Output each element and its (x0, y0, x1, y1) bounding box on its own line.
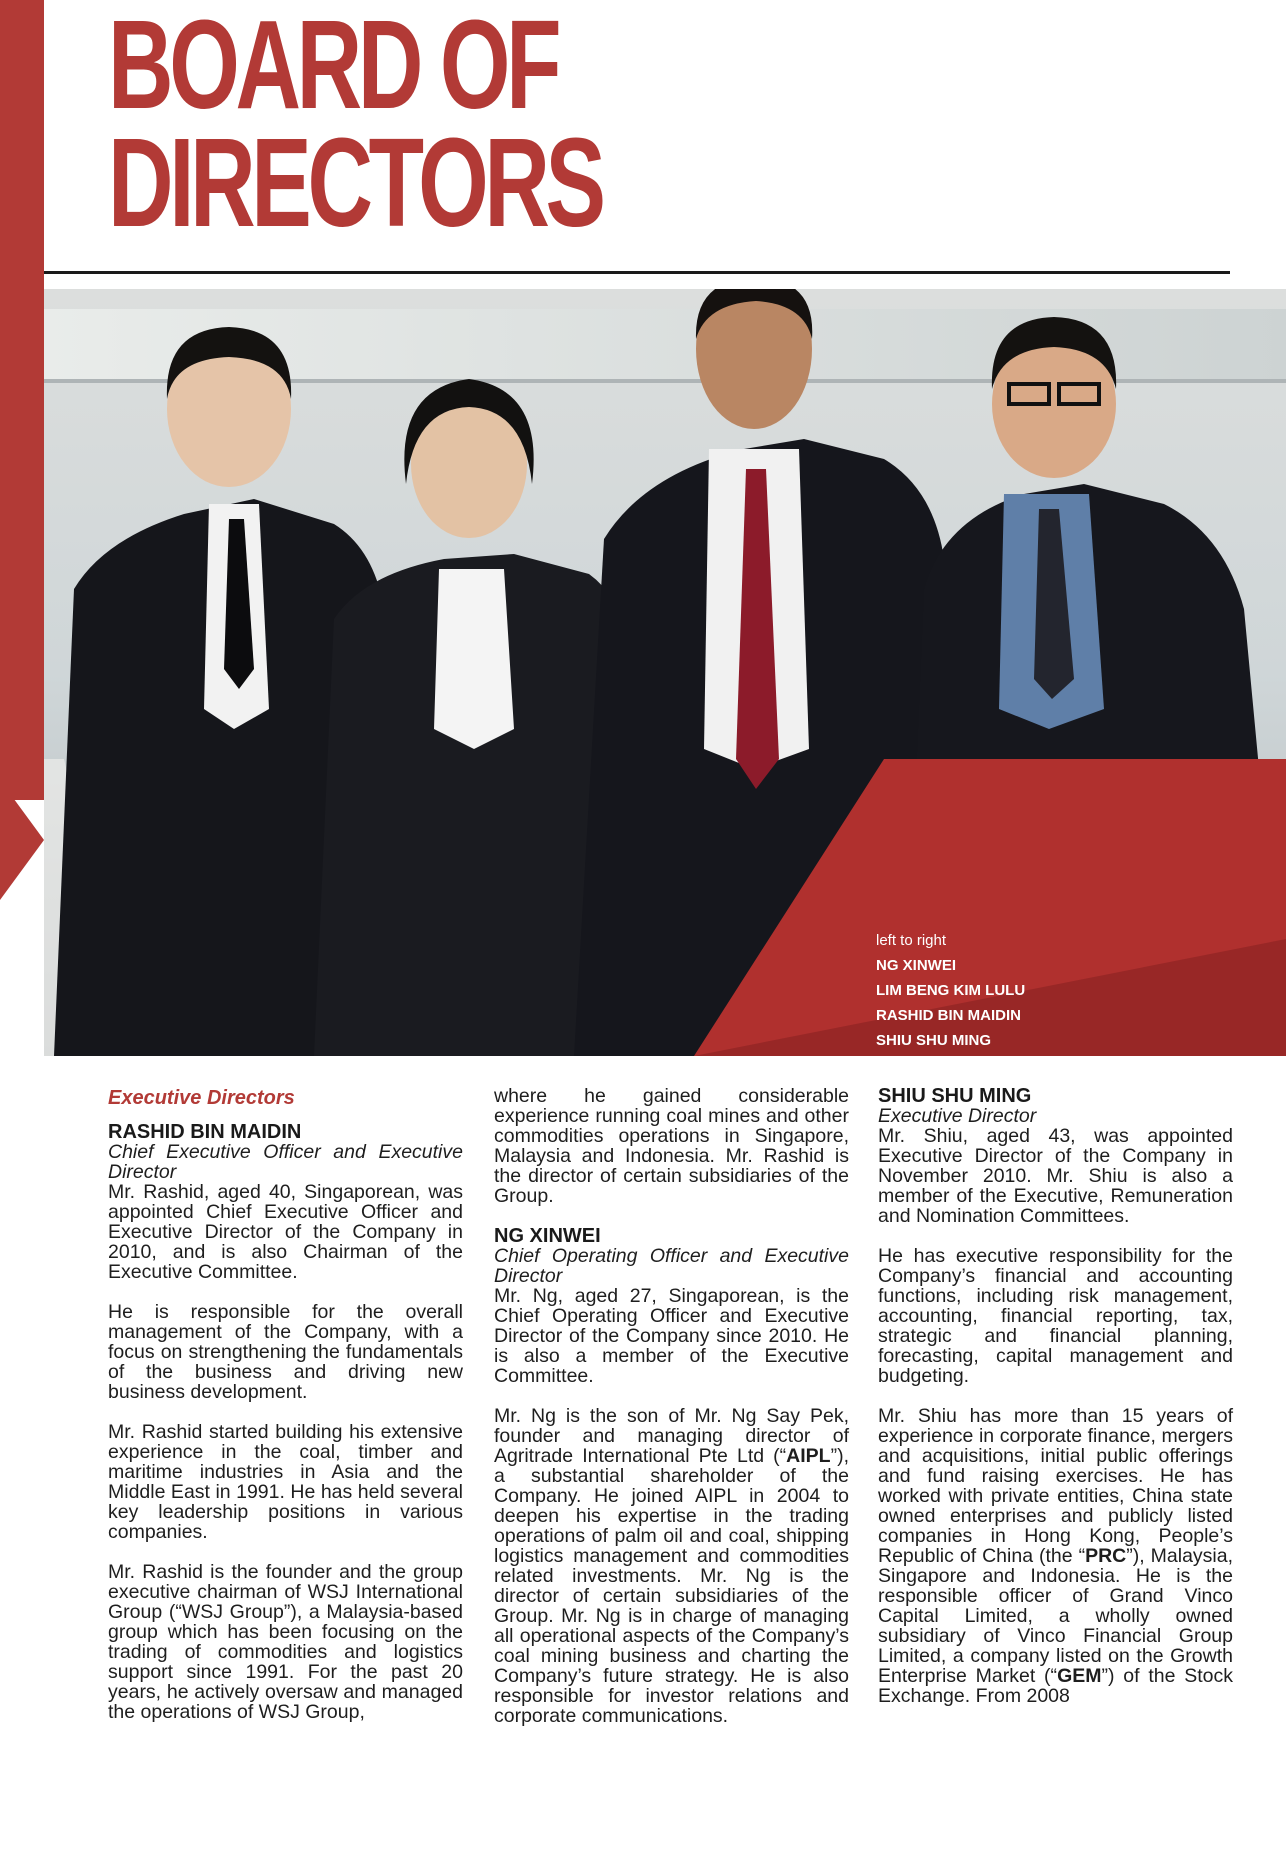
bio-paragraph: Mr. Rashid started building his extensive experience in the coal, timber and maritime industries in Asia and the Middle East in 1991. He has held several key leadership positions in various companies. (108, 1421, 463, 1543)
bio-paragraph (878, 1406, 1233, 1706)
director-role: Chief Executive Officer and Executive Director (108, 1141, 463, 1183)
text-column-2 (494, 1086, 849, 1748)
left-accent-bar (0, 0, 44, 800)
page-title-line-1: BOARD OF (108, 0, 558, 135)
caption-lead: left to right (876, 932, 947, 949)
caption-name: NG XINWEI (876, 957, 957, 974)
director-rashid (108, 1122, 463, 1722)
abbrev-prc: PRC (1085, 1545, 1127, 1567)
bio-text: ”) of the Stock Exchange. From 2008 (878, 1665, 1233, 1707)
caption-name: RASHID BIN MAIDIN (876, 1007, 1021, 1024)
bio-paragraph: Mr. Shiu, aged 43, was appointed Executive Director of the Company in November 2010. Mr. Shiu is also a member of the Executive, Remuneration and Nomination Committees. (878, 1125, 1233, 1227)
director-role: Chief Operating Officer and Executive Director (494, 1245, 849, 1287)
photo-caption (876, 928, 1176, 1053)
director-ng (494, 1226, 849, 1726)
title-rule (44, 271, 1230, 274)
director-name: RASHID BIN MAIDIN (108, 1121, 302, 1143)
page-title-line-2: DIRECTORS (108, 112, 602, 253)
abbrev-aipl: AIPL (786, 1445, 831, 1467)
text-column-1 (108, 1086, 463, 1744)
bio-text: ”), a substantial shareholder of the Company. He joined AIPL in 2004 to deepen his expertise in the trading operations of palm oil and coal, shipping logistics management and commodities related investments. Mr. Ng is the director of certain subsidiaries of the Group. Mr. Ng is in charge of managing all operational aspects of the Company’s coal mining business and charting the Company’s future strategy. He is also responsible for investor relations and corporate communications. (494, 1445, 849, 1727)
caption-name: LIM BENG KIM LULU (876, 982, 1026, 999)
bio-paragraph: He is responsible for the overall management of the Company, with a focus on strengthening the fundamentals of the business and driving new business development. (108, 1301, 463, 1403)
bio-paragraph: Mr. Ng, aged 27, Singaporean, is the Chief Operating Officer and Executive Director of the Company since 2010. He is also a member of the Executive Committee. (494, 1285, 849, 1387)
bio-text: ”), Malaysia, Singapore and Indonesia. He is the responsible officer of Grand Vinco Capital Limited, a wholly owned subsidiary of Vinco Financial Group Limited, a company listed on the Growth Enterprise Market (“ (878, 1545, 1234, 1687)
caption-name: SHIU SHU MING (876, 1032, 992, 1049)
abbrev-gem: GEM (1057, 1665, 1102, 1687)
bio-paragraph: Mr. Rashid is the founder and the group executive chairman of WSJ International Group (“WSJ Group”), a Malaysia-based group which has been focusing on the trading of commodities and logistics support since 1991. For the past 20 years, he actively oversaw and managed the operations of WSJ Group, (108, 1561, 463, 1723)
bio-paragraph (494, 1406, 849, 1726)
bio-text: Mr. Shiu has more than 15 years of experience in corporate finance, mergers and acquisitions, initial public offerings and fund raising exercises. He has worked with private entities, China state owned enterprises and publicly listed companies in Hong Kong, People’s Republic of China (the “ (878, 1405, 1233, 1567)
bio-paragraph: where he gained considerable experience running coal mines and other commodities operations in Singapore, Malaysia and Indonesia. Mr. Rashid is the director of certain subsidiaries of the Group. (494, 1085, 849, 1207)
director-name: SHIU SHU MING (878, 1085, 1032, 1107)
director-name: NG XINWEI (494, 1225, 601, 1247)
page-title (108, 0, 602, 253)
section-heading: Executive Directors (108, 1087, 295, 1109)
bio-paragraph: He has executive responsibility for the Company’s financial and accounting functions, including risk management, accounting, financial reporting, tax, strategic and financial planning, forecasting, capital management and budgeting. (878, 1245, 1233, 1387)
left-accent-wedge (0, 780, 44, 900)
director-role: Executive Director (878, 1105, 1037, 1127)
text-column-3 (878, 1086, 1233, 1728)
bio-text: Mr. Ng is the son of Mr. Ng Say Pek, founder and managing director of Agritrade International Pte Ltd (“ (494, 1405, 849, 1467)
bio-paragraph: Mr. Rashid, aged 40, Singaporean, was appointed Chief Executive Officer and Executive Director of the Company in 2010, and is also Chairman of the Executive Committee. (108, 1181, 463, 1283)
director-shiu (878, 1086, 1233, 1706)
